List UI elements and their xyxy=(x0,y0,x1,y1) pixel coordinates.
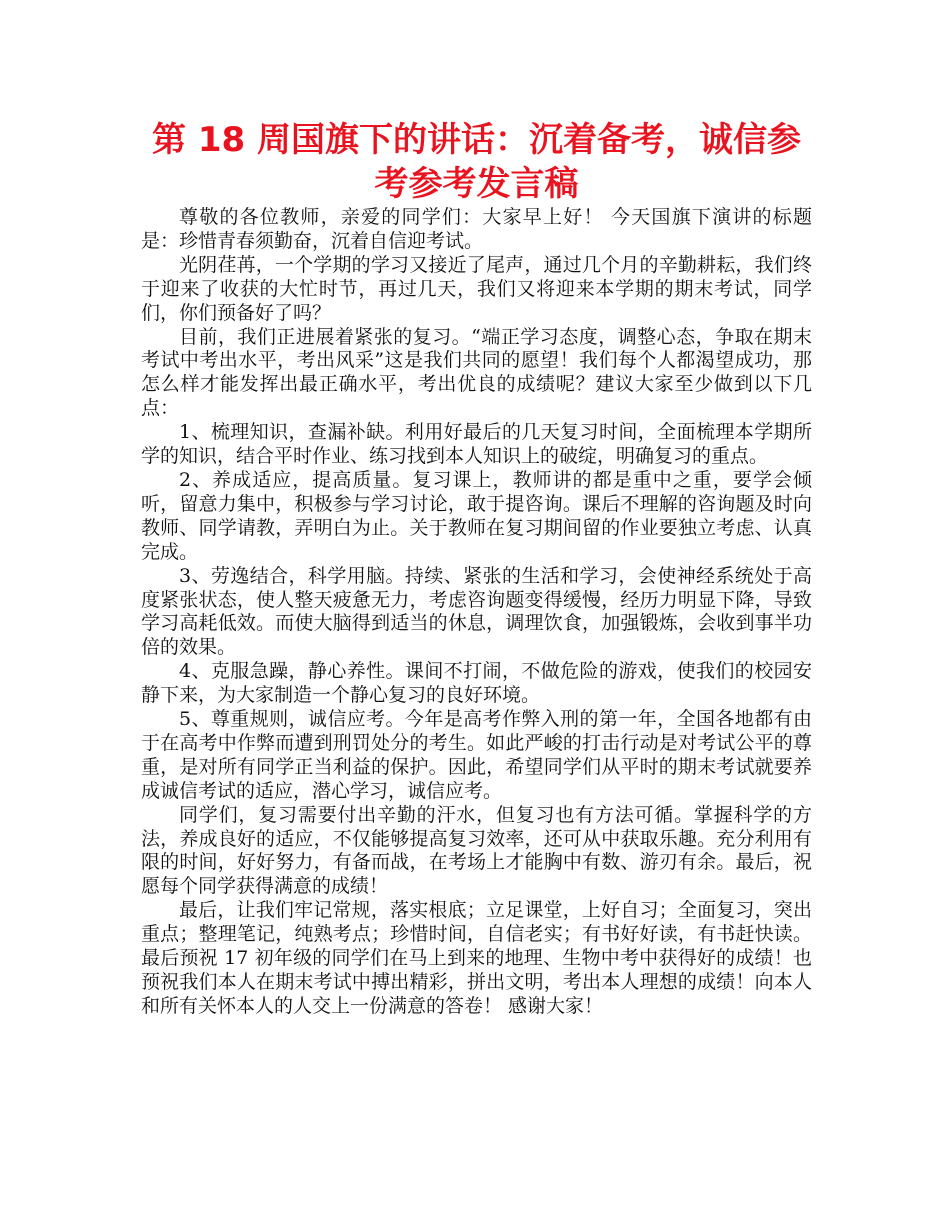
paragraph: 3、劳逸结合，科学用脑。持续、紧张的生活和学习，会使神经系统处于高度紧张状态，使人整天疲惫无力，考虑咨询题变得缓慢，经历力明显下降，导致学习高耗低效。而使大脑得到适当的休息，调理饮食，加强锻炼，会收到事半功倍的效果。 xyxy=(141,564,812,659)
paragraph: 2、养成适应，提高质量。复习课上，教师讲的都是重中之重，要学会倾听，留意力集中，积极参与学习讨论，敢于提咨询。课后不理解的咨询题及时向教师、同学请教，弄明白为止。关于教师在复习期间留的作业要独立考虑、认真完成。 xyxy=(141,468,812,563)
paragraph: 5、尊重规则，诚信应考。今年是高考作弊入刑的第一年，全国各地都有由于在高考中作弊而遭到刑罚处分的考生。如此严峻的打击行动是对考试公平的尊重，是对所有同学正当利益的保护。因此，希望同学们从平时的期末考试就要养成诚信考试的适应，潜心学习，诚信应考。 xyxy=(141,708,812,802)
paragraph: 同学们，复习需要付出辛勤的汗水，但复习也有方法可循。掌握科学的方法，养成良好的适应，不仅能够提高复习效率，还可从中获取乐趣。充分利用有限的时间，好好努力，有备而战，在考场上才能胸中有数、游刃有余。最后，祝愿每个同学获得满意的成绩！ xyxy=(141,803,812,898)
paragraph: 最后，让我们牢记常规，落实根底；立足课堂，上好自习；全面复习，突出重点；整理笔记，纯熟考点；珍惜时间，自信老实；有书好好读，有书赶快读。最后预祝 17 初年级的同学们在马上到来的地理、生物中考中获得好的成绩！也预祝我们本人在期末考试中搏出精彩，拼出文明，考出本人理想的成绩！向本人和所有关怀本人的人交上一份满意的答卷！ 感谢大家！ xyxy=(141,899,812,1017)
document-page xyxy=(141,118,812,1019)
paragraph: 4、克服急躁，静心养性。课间不打闹，不做危险的游戏，使我们的校园安静下来，为大家制造一个静心复习的良好环境。 xyxy=(141,660,812,707)
document-title: 第 18 周国旗下的讲话：沉着备考，诚信参考参考发言稿 xyxy=(152,120,801,204)
paragraph: 尊敬的各位教师，亲爱的同学们：大家早上好！ 今天国旗下演讲的标题是：珍惜青春须勤奋，沉着自信迎考试。 xyxy=(141,206,812,252)
paragraph: 1、梳理知识，查漏补缺。利用好最后的几天复习时间，全面梳理本学期所学的知识，结合平时作业、练习找到本人知识上的破绽，明确复习的重点。 xyxy=(141,421,812,468)
paragraph: 目前，我们正进展着紧张的复习。“端正学习态度，调整心态，争取在期末考试中考出水平，考出风采”这是我们共同的愿望！我们每个人都渴望成功，那怎么样才能发挥出最正确水平，考出优良的成绩呢？建议大家至少做到以下几点： xyxy=(141,325,812,420)
document-body xyxy=(141,206,812,1019)
paragraph: 光阴荏苒，一个学期的学习又接近了尾声，通过几个月的辛勤耕耘，我们终于迎来了收获的大忙时节，再过几天，我们又将迎来本学期的期末考试，同学们，你们预备好了吗？ xyxy=(141,253,812,324)
